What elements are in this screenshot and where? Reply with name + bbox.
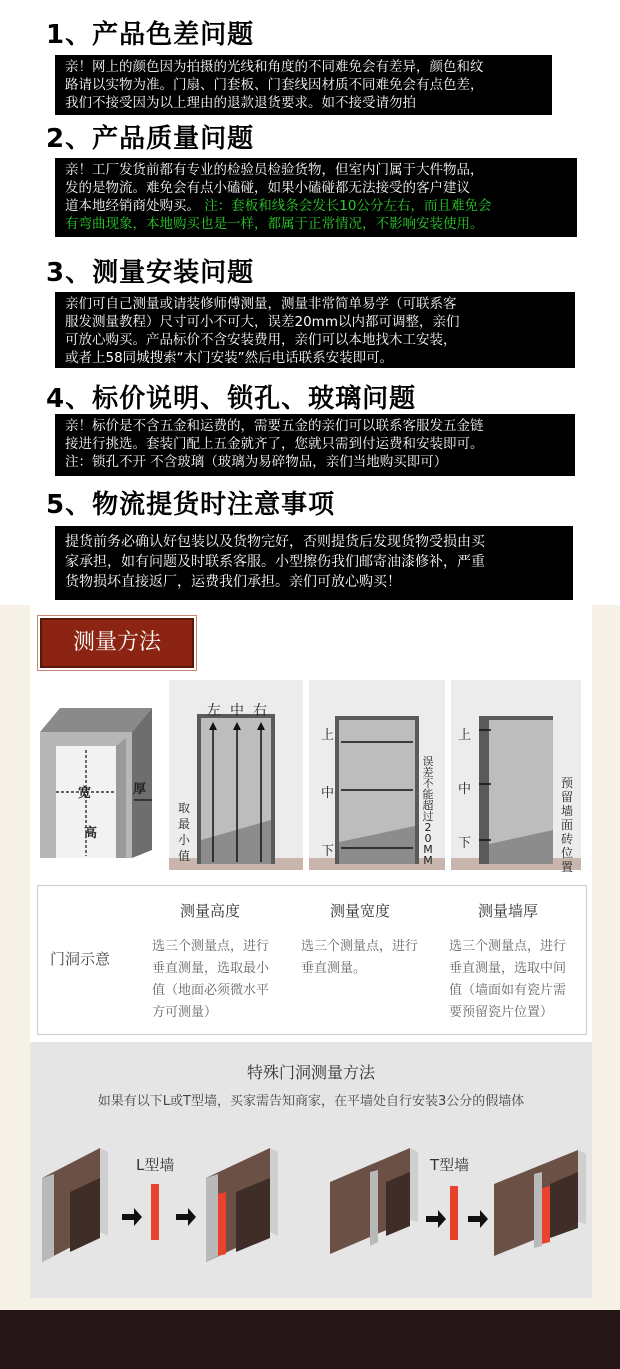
t-wall-after bbox=[494, 1150, 586, 1256]
l-wall-after bbox=[206, 1148, 278, 1262]
header-height: 测量高度 bbox=[180, 902, 241, 920]
thick-row-middle: 中 bbox=[458, 782, 472, 797]
header-width: 测量宽度 bbox=[330, 902, 391, 920]
height-measure-panel bbox=[169, 680, 303, 870]
col-middle: 中 bbox=[230, 703, 244, 719]
col-right: 右 bbox=[253, 703, 267, 719]
notice-title-3: 3、测量安装问题 bbox=[46, 258, 255, 288]
height-label: 高 bbox=[84, 826, 98, 841]
min-value-note: 取 最 小 值 bbox=[178, 801, 191, 863]
notice-box-5: 提货前务必确认好包装以及货物完好，否则提货后发现货物受损由买 家承担，如有问题及时联系客服。小型擦伤我们邮寄油漆修补，严重 货物损坏直接返厂，运费我们承担。亲们可放心购买！ bbox=[55, 526, 573, 600]
cell-width: 选三个测量点，进行 垂直测量。 bbox=[301, 939, 419, 976]
notice-title-1: 1、产品色差问题 bbox=[46, 20, 255, 50]
cell-height: 选三个测量点，进行 垂直测量，选取最小 值（地面必须微水平 方可测量） bbox=[152, 939, 270, 1020]
l-wall-label: L型墙 bbox=[136, 1156, 175, 1174]
notice-title-4: 4、标价说明、锁孔、玻璃问题 bbox=[46, 384, 417, 414]
notice-box-4: 亲！标价是不含五金和运费的，需要五金的亲们可以联系客服发五金链 接进行挑选。套装门配上五金就齐了，您就只需到付运费和安装即可。 注：锁孔不开 不含玻璃（玻璃为易碎物品，亲们当地购买即可） bbox=[55, 414, 575, 476]
notice-box-2: 亲！工厂发货前都有专业的检验员检验货物，但室内门属于大件物品， 发的是物流。难免会有点小磕碰，如果小磕碰都无法接受的客户建议 道本地经销商处购买。 注：套板和线条会发长10公分左右，而且难免会 有弯曲现象，本地购买也是一样，都属于正常情况，不影响安装使用。 bbox=[55, 158, 577, 237]
tolerance-note: 误 差 不 能 超 过 2 0 M M bbox=[422, 755, 434, 867]
special-title: 特殊门洞测量方法 bbox=[246, 1063, 375, 1082]
thickness-label: 厚 bbox=[133, 782, 147, 797]
l-wall-before bbox=[42, 1148, 108, 1262]
width-label: 宽 bbox=[78, 786, 92, 801]
reserve-tile-note: 预 留 墙 面 砖 位 置 bbox=[561, 776, 574, 874]
width-measure-panel bbox=[309, 680, 445, 870]
footer-bar bbox=[0, 1310, 620, 1369]
special-wall-diagram bbox=[30, 1042, 592, 1298]
measure-table bbox=[37, 885, 587, 1035]
thickness-measure-panel bbox=[451, 680, 581, 874]
special-doorway-section bbox=[30, 1042, 592, 1298]
notice-box-1: 亲！网上的颜色因为拍摄的光线和角度的不同难免会有差异，颜色和纹 路请以实物为准。门扇、门套板、门套线因材质不同难免会有点色差， 我们不接受因为以上理由的退款退货要求。如不接受请勿拍 bbox=[55, 55, 552, 115]
thick-row-bottom: 下 bbox=[458, 836, 472, 851]
t-wall-before bbox=[330, 1148, 418, 1254]
notice-title-5: 5、物流提货时注意事项 bbox=[46, 490, 336, 520]
header-thickness: 测量墙厚 bbox=[478, 902, 539, 920]
cell-thickness: 选三个测量点，进行 垂直测量，选取中间 值（墙面如有瓷片需 要预留瓷片位置） bbox=[449, 939, 567, 1020]
t-wall-label: T型墙 bbox=[430, 1156, 470, 1174]
footer-edge bbox=[0, 1298, 620, 1310]
row-middle: 中 bbox=[321, 786, 335, 801]
thick-row-top: 上 bbox=[458, 728, 472, 743]
special-subtitle: 如果有以下L或T型墙，买家需告知商家，在平墙处自行安装3公分的假墙体 bbox=[97, 1094, 525, 1109]
notice-section bbox=[0, 0, 620, 605]
row-label: 门洞示意 bbox=[50, 950, 111, 968]
row-top: 上 bbox=[321, 728, 335, 743]
notice-title-2: 2、产品质量问题 bbox=[46, 124, 255, 154]
notice-box-3: 亲们可自己测量或请装修师傅测量，测量非常简单易学（可联系客 服发测量教程）尺寸可小不可大，误差20mm以内都可调整，亲们 可放心购买。产品标价不含安装费用，亲们可以本地找木工安装， 或者上58同城搜索“木门安装”然后电话联系安装即可。 bbox=[55, 292, 575, 368]
measure-title: 测量方法 bbox=[40, 618, 194, 668]
row-bottom: 下 bbox=[321, 844, 335, 859]
col-left: 左 bbox=[207, 703, 221, 719]
